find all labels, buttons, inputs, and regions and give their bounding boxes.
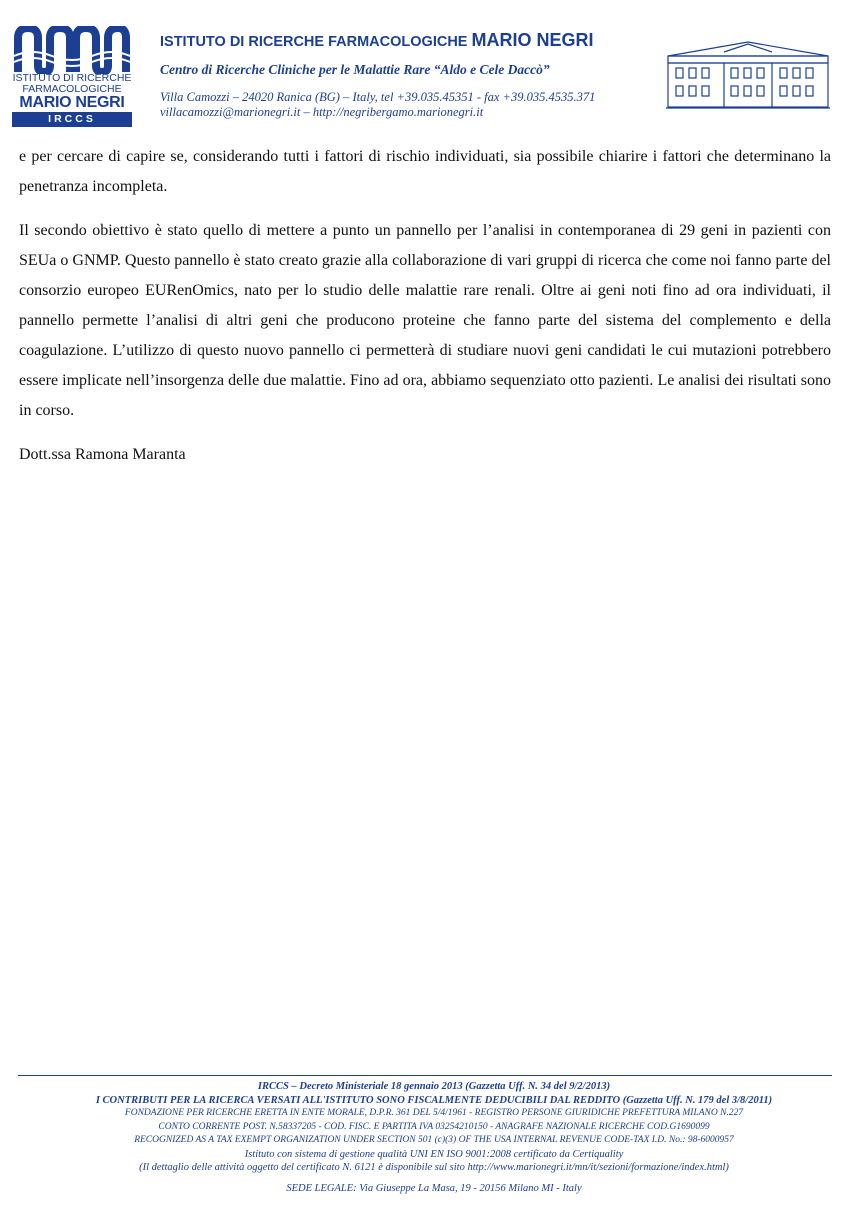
paragraph-1: e per cercare di capire se, considerando tutti i fattori di rischio individuati, sia possibile chiarire i fattori che determinano la penetranza incompleta. (19, 148, 831, 195)
contact-line: villacamozzi@marionegri.it – http://negribergamo.marionegri.it (160, 105, 484, 119)
footer-line-7: (Il dettaglio delle attività oggetto del certificato N. 6121 è disponibile sul sito http://www.marionegri.it/mn/it/sezioni/formazione/index.html) (139, 1162, 729, 1173)
letter-body (19, 142, 831, 484)
footer-line-8: SEDE LEGALE: Via Giuseppe La Masa, 19 - 20156 Milano MI - Italy (286, 1182, 582, 1194)
institute-prefix: ISTITUTO DI RICERCHE FARMACOLOGICHE (160, 34, 468, 50)
footer-line-4: CONTO CORRENTE POST. N.58337205 - COD. FISC. E PARTITA IVA 03254210150 - ANAGRAFE NAZIONALE RICERCHE COD.G1690099 (158, 1121, 710, 1132)
mario-negri-logo (12, 26, 132, 128)
footer-line-5: RECOGNIZED AS A TAX EXEMPT ORGANIZATION UNDER SECTION 501 (c)(3) OF THE USA INTERNAL REVENUE CODE-TAX I.D. No.: 98-6000957 (134, 1135, 734, 1145)
logo-line-1: ISTITUTO DI RICERCHE (12, 72, 132, 84)
address-line: Villa Camozzi – 24020 Ranica (BG) – Italy, tel +39.035.45351 - fax +39.035.4535.371 (160, 90, 596, 104)
footer-spacer (0, 1175, 868, 1182)
footer (0, 1080, 868, 1195)
centro-name: Centro di Ricerche Cliniche per le Malattie Rare “Aldo e Cele Daccò” (160, 62, 550, 77)
footer-line-1: IRCCS – Decreto Ministeriale 18 gennaio 2013 (Gazzetta Uff. N. 34 del 9/2/2013) (257, 1081, 611, 1092)
irccs-badge: IRCCS (12, 112, 132, 127)
footer-line-2: I CONTRIBUTI PER LA RICERCA VERSATI ALL'ISTITUTO SONO FISCALMENTE DEDUCIBILI DAL REDDITO (Gazzetta Uff. N. 179 del 3/8/2011) (95, 1094, 773, 1106)
institute-title (160, 30, 594, 51)
institute-name: MARIO NEGRI (471, 30, 594, 50)
footer-line-6: Istituto con sistema di gestione qualità UNI EN ISO 9001:2008 certificato da Certiquality (244, 1148, 624, 1160)
letterhead (0, 0, 868, 135)
logo-line-3: MARIO NEGRI (19, 94, 125, 111)
footer-divider (18, 1075, 832, 1076)
footer-line-3: FONDAZIONE PER RICERCHE ERETTA IN ENTE MORALE, D.P.R. 361 DEL 5/4/1961 - REGISTRO PERSONE GIURIDICHE PREFETTURA MILANO N.227 (124, 1108, 744, 1118)
logo-line-2: FARMACOLOGICHE (22, 83, 122, 95)
paragraph-2: Il secondo obiettivo è stato quello di mettere a punto un pannello per l’analisi in contemporanea di 29 geni in pazienti con SEUa o GNMP. Questo pannello è stato creato grazie alla collaborazione di vari gruppi di ricerca che come noi fanno parte del consorzio europeo EURenOmics, nato per lo studio delle malattie rare renali. Oltre ai geni noti fino ad ora individuati, il pannello permette l’analisi di altri geni che producono proteine che fanno parte del sistema del complemento e della coagulazione. L’utilizzo di questo nuovo pannello ci permetterà di studiare nuovi geni candidati le cui mutazioni potrebbero essere implicate nell’insorgenza delle due malattie. Fino ad ora, abbiamo sequenziato otto pazienti. Le analisi dei risultati sono in corso. (19, 222, 831, 419)
mn-monogram-icon (12, 26, 132, 74)
building-icon (664, 38, 832, 112)
signature: Dott.ssa Ramona Maranta (19, 446, 186, 463)
